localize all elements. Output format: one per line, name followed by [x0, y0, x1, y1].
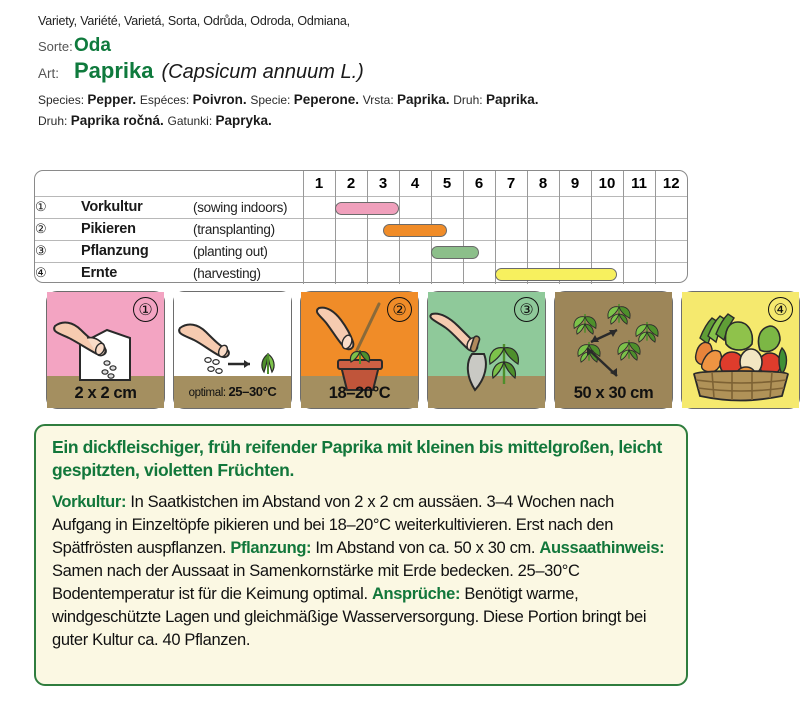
step-badge: ②: [387, 297, 412, 322]
calendar-cell: [527, 240, 559, 262]
panel-sowing-indoors: [46, 291, 165, 409]
month-header-11: 11: [623, 171, 655, 196]
calendar-cell: [431, 196, 463, 218]
calendar-cell: [495, 262, 527, 284]
calendar-table: [35, 171, 687, 284]
description-text: Benötigt warme, windgeschützte Lagen und gleichmäßige Wasserversorgung. Diese Portion bringt bei guter Kultur ca. 40 Pflanzen.: [52, 584, 647, 650]
variety-languages-line: Variety, Variété, Varietá, Sorta, Odrůda, Odroda, Odmiana,: [38, 14, 350, 28]
species-value: Paprika.: [485, 92, 539, 107]
month-header-5: 5: [431, 171, 463, 196]
stage-label-en: (harvesting): [193, 262, 303, 284]
step-badge: ④: [768, 297, 793, 322]
illustration-panels: [46, 291, 800, 409]
calendar-cell: [623, 218, 655, 240]
calendar-corner: [81, 171, 193, 196]
stage-label-en: (sowing indoors): [193, 196, 303, 218]
species-label: Vrsta:: [362, 93, 397, 107]
calendar-cell: [495, 196, 527, 218]
species-translations: [38, 90, 722, 131]
calendar-cell: [527, 218, 559, 240]
calendar-cell: [463, 262, 495, 284]
calendar-cell: [591, 218, 623, 240]
description-box: [34, 424, 688, 686]
calendar-cell: [367, 240, 399, 262]
species-label: Druh:: [453, 93, 486, 107]
calendar-cell: [303, 240, 335, 262]
calendar-cell: [367, 218, 399, 240]
calendar-cell: [591, 196, 623, 218]
calendar-cell: [335, 218, 367, 240]
month-header-1: 1: [303, 171, 335, 196]
calendar-cell: [431, 240, 463, 262]
art-row: [38, 58, 722, 84]
panel-germination-temp: [173, 291, 292, 409]
calendar-row: [35, 196, 687, 218]
panel-harvest: [681, 291, 800, 409]
description-term: Ansprüche:: [371, 584, 461, 603]
month-header-7: 7: [495, 171, 527, 196]
calendar-cell: [495, 240, 527, 262]
calendar-cell: [623, 262, 655, 284]
calendar-cell: [527, 262, 559, 284]
calendar-row: [35, 240, 687, 262]
cultivation-calendar: [34, 170, 688, 283]
caption-value: 25–30°C: [228, 384, 277, 399]
calendar-cell: [399, 262, 431, 284]
species-label: Espéces:: [139, 93, 193, 107]
calendar-cell: [623, 240, 655, 262]
panel-caption: [174, 378, 291, 407]
species-label: Druh:: [38, 113, 71, 128]
calendar-cell: [559, 262, 591, 284]
calendar-cell: [463, 196, 495, 218]
panel-spacing: [554, 291, 673, 409]
calendar-cell: [559, 240, 591, 262]
calendar-row: [35, 262, 687, 284]
species-label: Specie:: [250, 93, 294, 107]
description-text: Samen nach der Aussaat in Samenkornstärke mit Erde bedecken. 25–30°C Bodentemperatur ist für die Keimung optimal.: [52, 561, 580, 603]
calendar-cell: [655, 240, 687, 262]
calendar-corner: [35, 171, 81, 196]
calendar-cell: [367, 262, 399, 284]
calendar-cell: [559, 196, 591, 218]
description-body: [52, 491, 670, 653]
calendar-cell: [527, 196, 559, 218]
description-lead: Ein dickfleischiger, früh reifender Paprika mit kleinen bis mittelgroßen, leicht gespitzten, violetten Früchten.: [52, 437, 662, 480]
calendar-cell: [335, 262, 367, 284]
step-number-icon: ①: [35, 196, 81, 218]
calendar-cell: [399, 218, 431, 240]
panel-transplanting: [300, 291, 419, 409]
calendar-cell: [431, 262, 463, 284]
month-header-8: 8: [527, 171, 559, 196]
step-badge: ①: [133, 297, 158, 322]
art-label: Art:: [38, 66, 60, 81]
calendar-cell: [399, 240, 431, 262]
calendar-cell: [303, 218, 335, 240]
species-label: Gatunki:: [167, 113, 216, 128]
caption-value: 50 x 30 cm: [573, 384, 654, 402]
panel-caption: [301, 379, 418, 407]
stage-label-en: (transplanting): [193, 218, 303, 240]
month-header-3: 3: [367, 171, 399, 196]
bottom-cut-text: [34, 691, 688, 704]
stage-label-en: (planting out): [193, 240, 303, 262]
stage-label-de: Pflanzung: [81, 240, 193, 262]
calendar-cell: [655, 218, 687, 240]
calendar-cell: [335, 240, 367, 262]
description-text: Im Abstand von ca. 50 x 30 cm.: [311, 538, 540, 557]
month-header-6: 6: [463, 171, 495, 196]
step-number-icon: ④: [35, 262, 81, 284]
month-header-9: 9: [559, 171, 591, 196]
caption-prefix: optimal:: [188, 387, 229, 399]
stage-label-de: Pikieren: [81, 218, 193, 240]
panel-caption: [555, 379, 672, 407]
calendar-cell: [463, 240, 495, 262]
species-value: Poivron.: [192, 92, 251, 107]
species-label: Species:: [38, 93, 88, 107]
month-header-10: 10: [591, 171, 623, 196]
calendar-cell: [655, 262, 687, 284]
calendar-row: [35, 218, 687, 240]
species-value: Peperone.: [293, 92, 363, 107]
description-term: Pflanzung:: [230, 538, 312, 557]
species-value: Paprika.: [396, 92, 454, 107]
calendar-cell: [335, 196, 367, 218]
step-number-icon: ③: [35, 240, 81, 262]
month-header-2: 2: [335, 171, 367, 196]
art-value: Paprika: [74, 58, 154, 83]
calendar-cell: [303, 196, 335, 218]
stage-label-de: Ernte: [81, 262, 193, 284]
caption-value: 2 x 2 cm: [74, 384, 137, 402]
species-value: Paprika ročná.: [70, 112, 168, 128]
sorte-label: Sorte:: [38, 39, 73, 54]
calendar-header-row: [35, 171, 687, 196]
calendar-cell: [623, 196, 655, 218]
month-header-4: 4: [399, 171, 431, 196]
step-badge: ③: [514, 297, 539, 322]
sorte-row: [38, 35, 722, 57]
panel-caption: [47, 379, 164, 407]
latin-name: (Capsicum annuum L.): [161, 61, 364, 83]
description-text: In Saatkistchen im Abstand von 2 x 2 cm aussäen. 3–4 Wochen nach Aufgang in Einzeltöpfe pikieren und bei 18–20°C weiterkultivieren. Erst nach den Spätfrösten auspflanzen.: [52, 492, 614, 557]
species-value: Pepper.: [87, 92, 140, 107]
stage-label-de: Vorkultur: [81, 196, 193, 218]
calendar-cell: [399, 196, 431, 218]
calendar-cell: [591, 240, 623, 262]
calendar-cell: [655, 196, 687, 218]
calendar-cell: [495, 218, 527, 240]
calendar-cell: [591, 262, 623, 284]
month-header-12: 12: [655, 171, 687, 196]
calendar-cell: [559, 218, 591, 240]
panel-planting-out: [427, 291, 546, 409]
calendar-cell: [431, 218, 463, 240]
description-term: Aussaathinweis:: [539, 538, 665, 557]
calendar-cell: [303, 262, 335, 284]
species-value: Papryka.: [215, 112, 272, 128]
description-term: Vorkultur:: [52, 492, 127, 511]
calendar-cell: [463, 218, 495, 240]
step-number-icon: ②: [35, 218, 81, 240]
calendar-cell: [367, 196, 399, 218]
sorte-value: Oda: [74, 35, 111, 56]
calendar-corner: [193, 171, 303, 196]
caption-value: 18–20°C: [328, 384, 391, 402]
header: [0, 0, 722, 131]
